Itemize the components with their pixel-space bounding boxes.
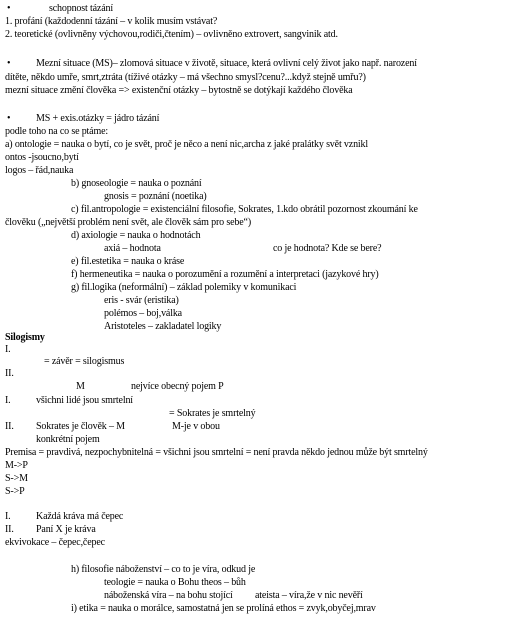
line-dite: dítěte, někdo umře, smrt,ztráta (tíživé otázky – má všechno smysl?cenu?...když stejně umřu?) <box>5 72 366 83</box>
line-mezni-zmeni: mezní situace změní člověka => existenční otázky – bytostně se dotýkají každého člověka <box>5 85 353 96</box>
bullet-icon: • <box>7 58 11 69</box>
line-text: Sokrates je člověk – M <box>36 421 125 432</box>
line-cloveku: člověku („největší problém není svět, ale člověk sám pro sebe“) <box>5 217 252 228</box>
line-logos: logos – řád,nauka <box>5 165 74 176</box>
line-text: Mezní situace (MS)– zlomová situace v životě, situace, která ovlivní celý život jako např. narození <box>36 58 417 69</box>
line-text-m: M <box>76 381 85 392</box>
line-premisa: Premisa = pravdivá, nezpochybnitelná = všichni jsou smrtelní = není pravda někdo jednou může být smrtelný <box>5 447 428 458</box>
line-teoreticke: 2. teoretické (ovlivněny výchovou,rodiči,čtením) – ovlivněno extrovert, sangvinik atd. <box>5 29 338 40</box>
line-antropologie: c) fil.antropologie = existenciální filosofie, Sokrates, 1.kdo obrátil pozornost zkoumání ke <box>71 204 418 215</box>
bullet-icon: • <box>7 113 11 124</box>
line-roman-ii: II. <box>5 368 14 379</box>
line-profani: 1. profání (každodenní tázání – v kolik musím vstávat? <box>5 16 218 27</box>
line-podle-toho: podle toho na co se ptáme: <box>5 126 109 137</box>
line-axiologie: d) axiologie = nauka o hodnotách <box>71 230 201 241</box>
line-text: nejvíce obecný pojem P <box>131 381 224 392</box>
roman-numeral: II. <box>5 524 14 535</box>
line-eris: eris - svár (eristika) <box>104 295 179 306</box>
line-ekvivokace: ekvivokace – čepec,čepec <box>5 537 105 548</box>
line-roman-i: I. <box>5 344 11 355</box>
line-gnoseologie: b) gnoseologie = nauka o poznání <box>71 178 202 189</box>
line-zaver: = závěr = silogismus <box>44 356 125 367</box>
line-logika: g) fil.logika (neformální) – základ polemiky v komunikaci <box>71 282 297 293</box>
roman-numeral: I. <box>5 395 11 406</box>
line-text: axiá – hodnota <box>104 243 161 254</box>
line-text-note: M-je v obou <box>172 421 220 432</box>
line-nabozenstvi: h) filosofie náboženství – co to je víra, odkud je <box>71 564 256 575</box>
line-text: náboženská víra – na bohu stojící <box>104 590 233 601</box>
line-text: Každá kráva má čepec <box>36 511 124 522</box>
line-text: schopnost tázání <box>49 3 113 14</box>
line-s-p: S->P <box>5 486 25 497</box>
line-m-p: M->P <box>5 460 28 471</box>
line-gnosis: gnosis = poznání (noetika) <box>104 191 207 202</box>
bullet-icon: • <box>7 3 11 14</box>
line-teologie: teologie = nauka o Bohu theos – bůh <box>104 577 246 588</box>
line-konkretni-pojem: konkrétní pojem <box>36 434 100 445</box>
line-ontos: ontos -jsoucno,bytí <box>5 152 79 163</box>
line-sokrates-smrtelny: = Sokrates je smrtelný <box>169 408 256 419</box>
line-polemos: polémos – boj,válka <box>104 308 182 319</box>
line-aristoteles: Aristoteles – zakladatel logiky <box>104 321 222 332</box>
line-text: Paní X je kráva <box>36 524 96 535</box>
line-text-ateista: ateista – víra,že v nic nevěří <box>255 590 363 601</box>
line-s-m: S->M <box>5 473 28 484</box>
line-etika: i) etika = nauka o morálce, samostatná jen se prolíná ethos = zvyk,obyčej,mrav <box>71 603 376 614</box>
line-estetika: e) fil.estetika = nauka o kráse <box>71 256 185 267</box>
roman-numeral: II. <box>5 421 14 432</box>
heading-silogismy: Silogismy <box>5 332 45 343</box>
line-hermeneutika: f) hermeneutika = nauka o porozumění a rozumění a interpretaci (jazykové hry) <box>71 269 379 280</box>
line-ontologie: a) ontologie = nauka o bytí, co je svět, proč je něco a není nic,archa z jaké pralátky svět vznikl <box>5 139 369 150</box>
roman-numeral: I. <box>5 511 11 522</box>
line-text: všichni lidé jsou smrtelní <box>36 395 133 406</box>
line-text-question: co je hodnota? Kde se bere? <box>273 243 382 254</box>
line-text: MS + exis.otázky = jádro tázání <box>36 113 160 124</box>
